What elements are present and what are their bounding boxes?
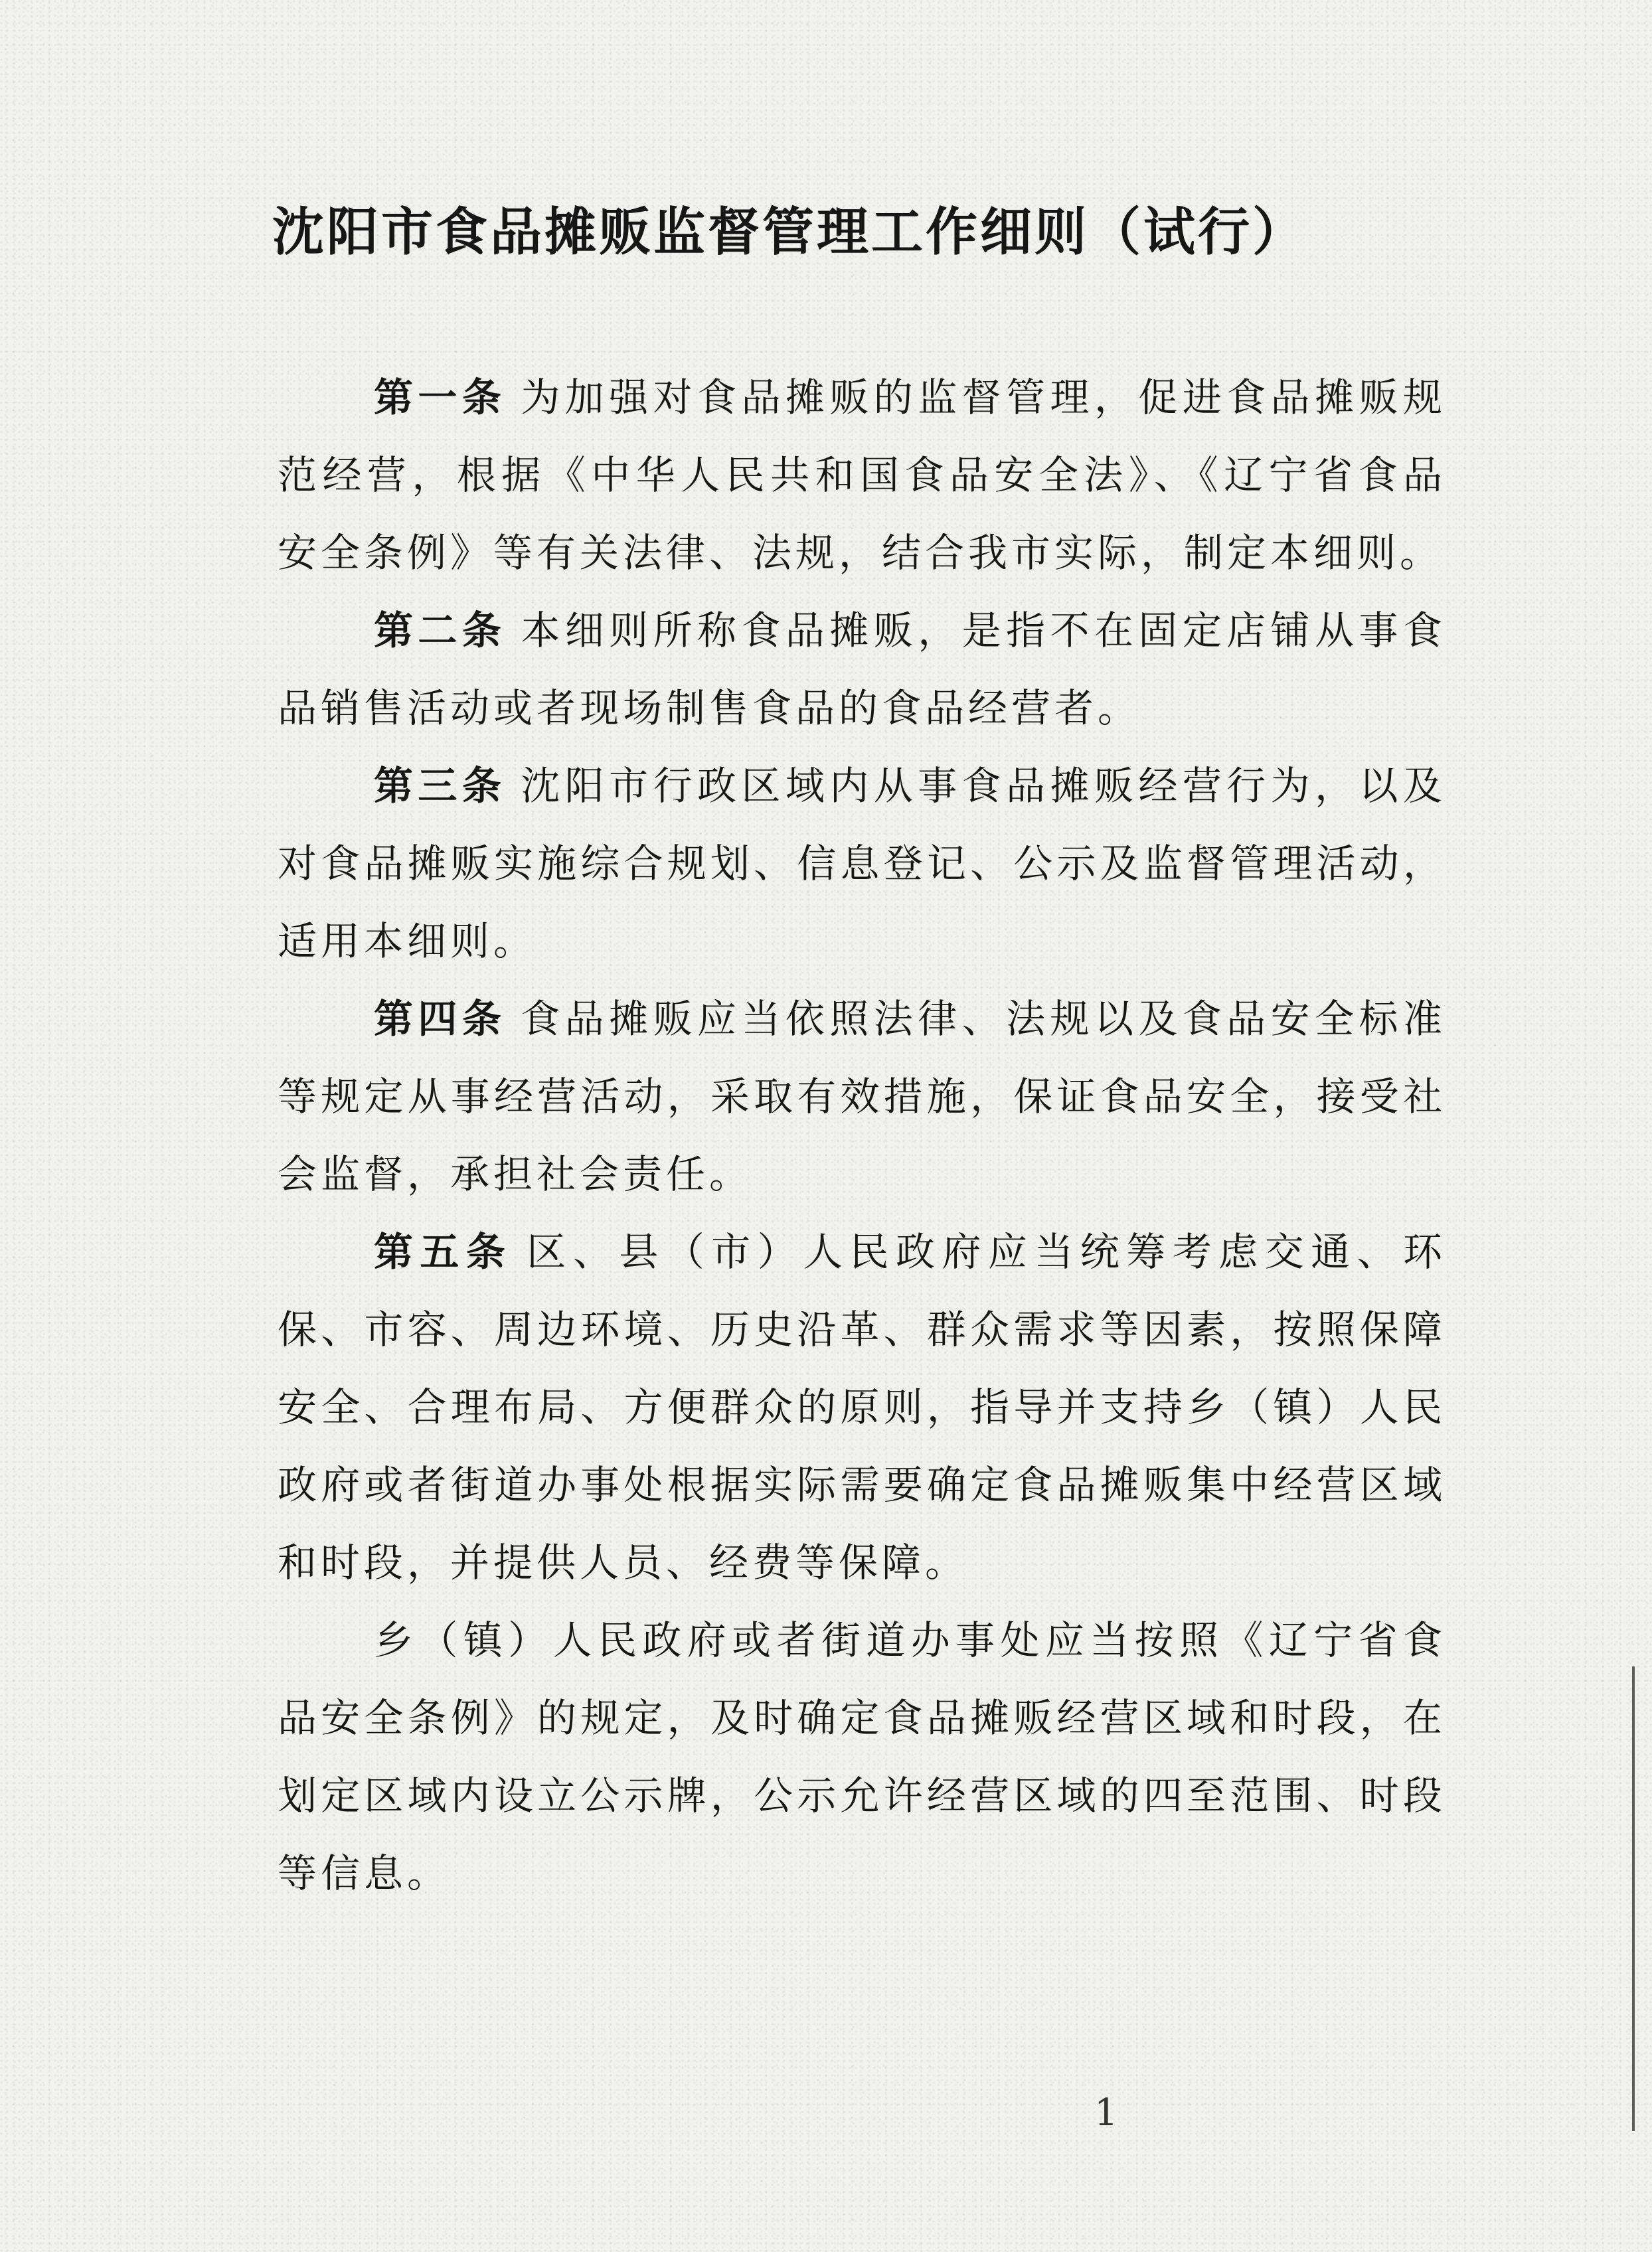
- paragraph-text: 乡（镇）人民政府或者街道办事处应当按照《辽宁省食品安全条例》的规定，及时确定食品摊贩经营区域和时段，在划定区域内设立公示牌，公示允许经营区域的四至范围、时段等信息。: [278, 1617, 1446, 1896]
- article-5-continued: [278, 1601, 1446, 1912]
- article-4: [278, 980, 1446, 1213]
- article-2: [278, 592, 1446, 747]
- article-text: 本细则所称食品摊贩，是指不在固定店铺从事食品销售活动或者现场制售食品的食品经营者。: [278, 607, 1446, 731]
- page-number: 1: [1094, 2091, 1118, 2134]
- article-number: 第二条: [374, 607, 507, 653]
- document-title: 沈阳市食品摊贩监督管理工作细则（试行）: [272, 202, 1307, 262]
- article-5: [278, 1213, 1446, 1601]
- article-1: [278, 359, 1446, 592]
- article-number: 第四条: [374, 996, 507, 1042]
- article-text: 区、县（市）人民政府应当统筹考虑交通、环保、市容、周边环境、历史沿革、群众需求等因素，按照保障安全、合理布局、方便群众的原则，指导并支持乡（镇）人民政府或者街道办事处根据实际需要确定食品摊贩集中经营区域和时段，并提供人员、经费等保障。: [278, 1229, 1446, 1585]
- document-body: [278, 359, 1446, 1912]
- article-text: 为加强对食品摊贩的监督管理，促进食品摊贩规范经营，根据《中华人民共和国食品安全法》、《辽宁省食品安全条例》等有关法律、法规，结合我市实际，制定本细则。: [278, 374, 1446, 576]
- article-text: 沈阳市行政区域内从事食品摊贩经营行为，以及对食品摊贩实施综合规划、信息登记、公示及监督管理活动，适用本细则。: [278, 763, 1446, 964]
- article-number: 第五条: [374, 1229, 513, 1275]
- article-number: 第一条: [374, 374, 507, 420]
- article-text: 食品摊贩应当依照法律、法规以及食品安全标准等规定从事经营活动，采取有效措施，保证食品安全，接受社会监督，承担社会责任。: [278, 996, 1446, 1197]
- scan-edge-line: [1632, 1666, 1635, 2131]
- article-number: 第三条: [374, 763, 507, 809]
- article-3: [278, 747, 1446, 980]
